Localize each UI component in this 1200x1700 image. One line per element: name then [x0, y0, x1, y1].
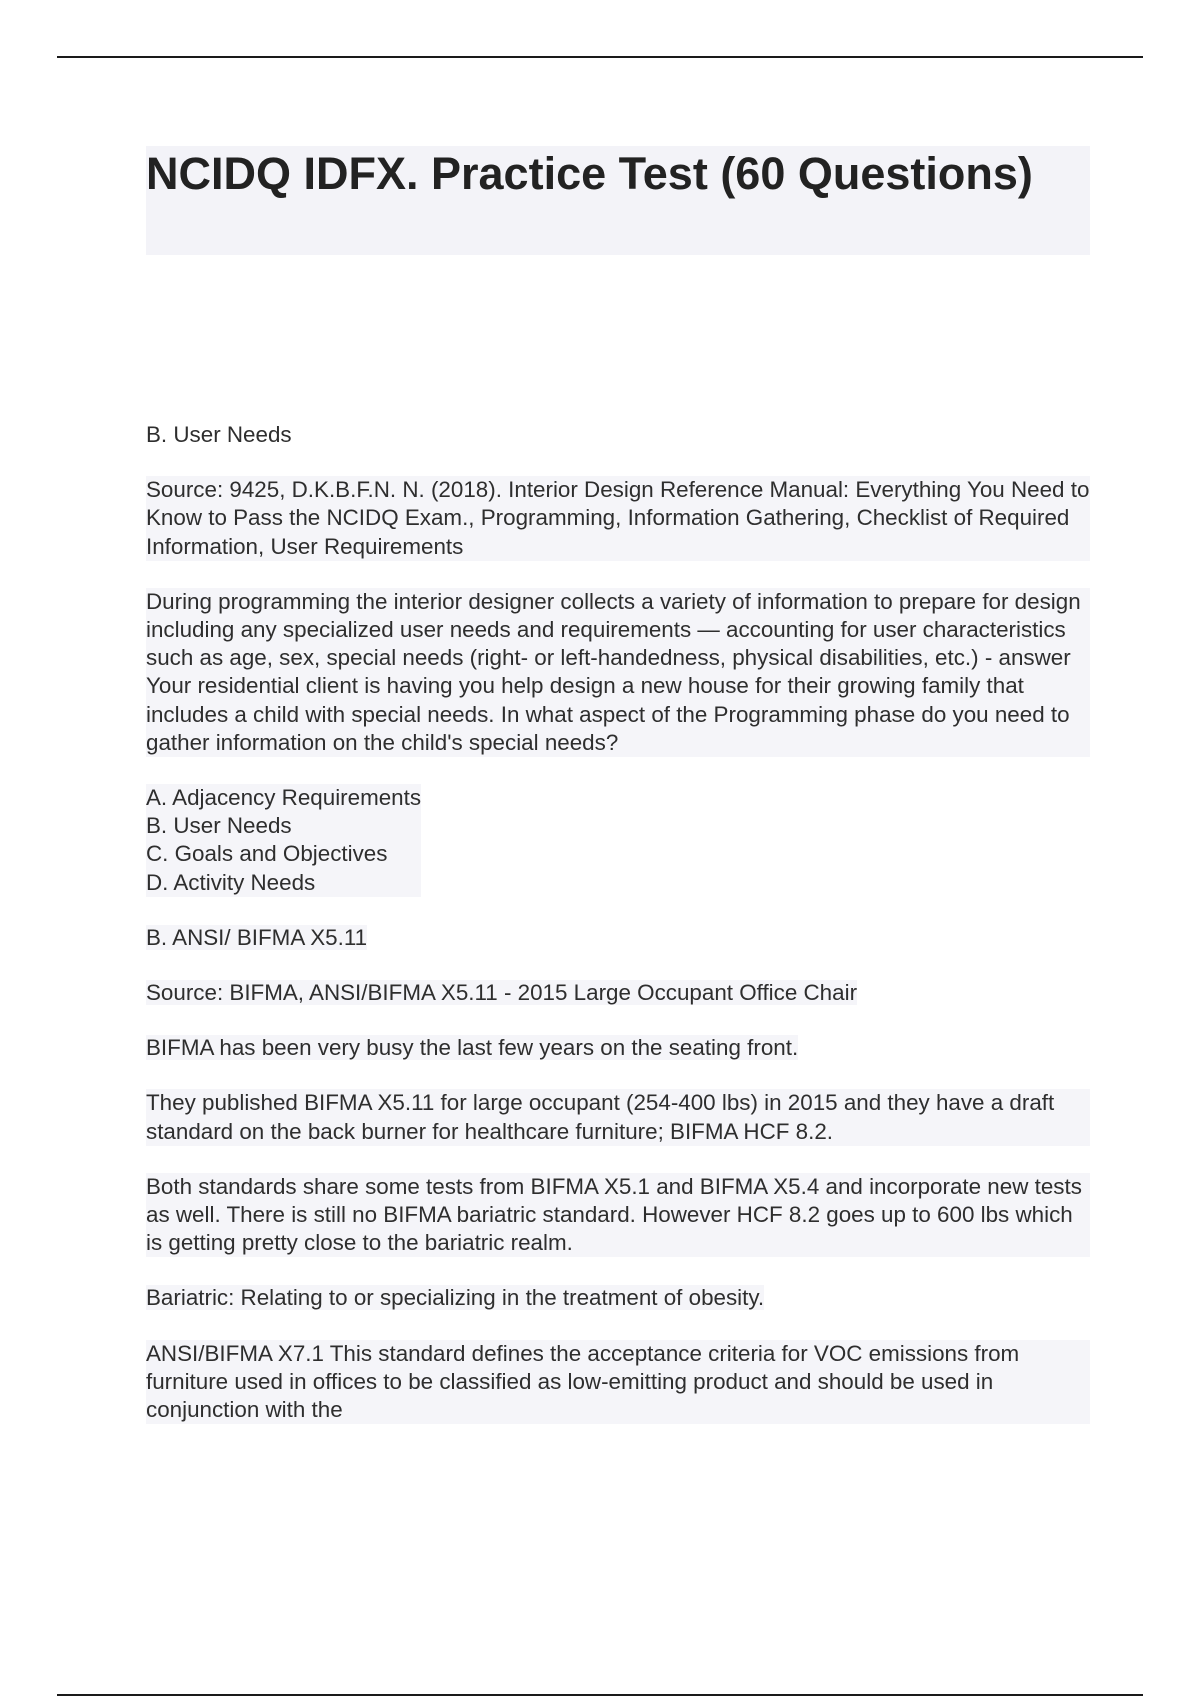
bifma-x511-paragraph: They published BIFMA X5.11 for large occupant (254-400 lbs) in 2015 and they have a draft standard on the back burner for healthcare furniture; BIFMA HCF 8.2.	[146, 1089, 1090, 1145]
document-body	[146, 421, 1090, 1424]
answer-options-list	[146, 784, 1090, 897]
top-rule	[57, 56, 1143, 58]
option-d: D. Activity Needs	[146, 869, 316, 895]
explanation-question-paragraph: During programming the interior designer collects a variety of information to prepare for design including any specialized user needs and requirements — accounting for user characteristics such as age, sex, special needs (right- or left-handedness, physical disabilities, etc.) - answer Your residential client is having you help design a new house for their growing family that includes a child with special needs. In what aspect of the Programming phase do you need to gather information on the child's special needs?	[146, 588, 1090, 757]
source-line-2: Source: BIFMA, ANSI/BIFMA X5.11 - 2015 Large Occupant Office Chair	[146, 980, 858, 1006]
option-c: C. Goals and Objectives	[146, 841, 388, 867]
answer-line: B. User Needs	[146, 422, 292, 447]
source-paragraph: Source: 9425, D.K.B.F.N. N. (2018). Interior Design Reference Manual: Everything You Need to Know to Pass the NCIDQ Exam., Programming, Information Gathering, Checklist of Required Information, User Requirements	[146, 476, 1090, 561]
option-a: A. Adjacency Requirements	[146, 785, 422, 811]
bariatric-definition: Bariatric: Relating to or specializing in the treatment of obesity.	[146, 1285, 765, 1311]
ansi-bifma-x71-paragraph: ANSI/BIFMA X7.1 This standard defines the acceptance criteria for VOC emissions from furniture used in offices to be classified as low-emitting product and should be used in conjunction with the	[146, 1340, 1090, 1425]
document-page	[146, 146, 1090, 1451]
bottom-rule	[57, 1694, 1143, 1696]
answer-line-2: B. ANSI/ BIFMA X5.11	[146, 924, 368, 950]
bifma-busy-paragraph: BIFMA has been very busy the last few years on the seating front.	[146, 1035, 799, 1061]
option-b: B. User Needs	[146, 813, 292, 839]
document-title: NCIDQ IDFX. Practice Test (60 Questions)	[146, 146, 1090, 255]
standards-share-paragraph: Both standards share some tests from BIFMA X5.1 and BIFMA X5.4 and incorporate new tests as well. There is still no BIFMA bariatric standard. However HCF 8.2 goes up to 600 lbs which is getting pretty close to the bariatric realm.	[146, 1173, 1090, 1258]
